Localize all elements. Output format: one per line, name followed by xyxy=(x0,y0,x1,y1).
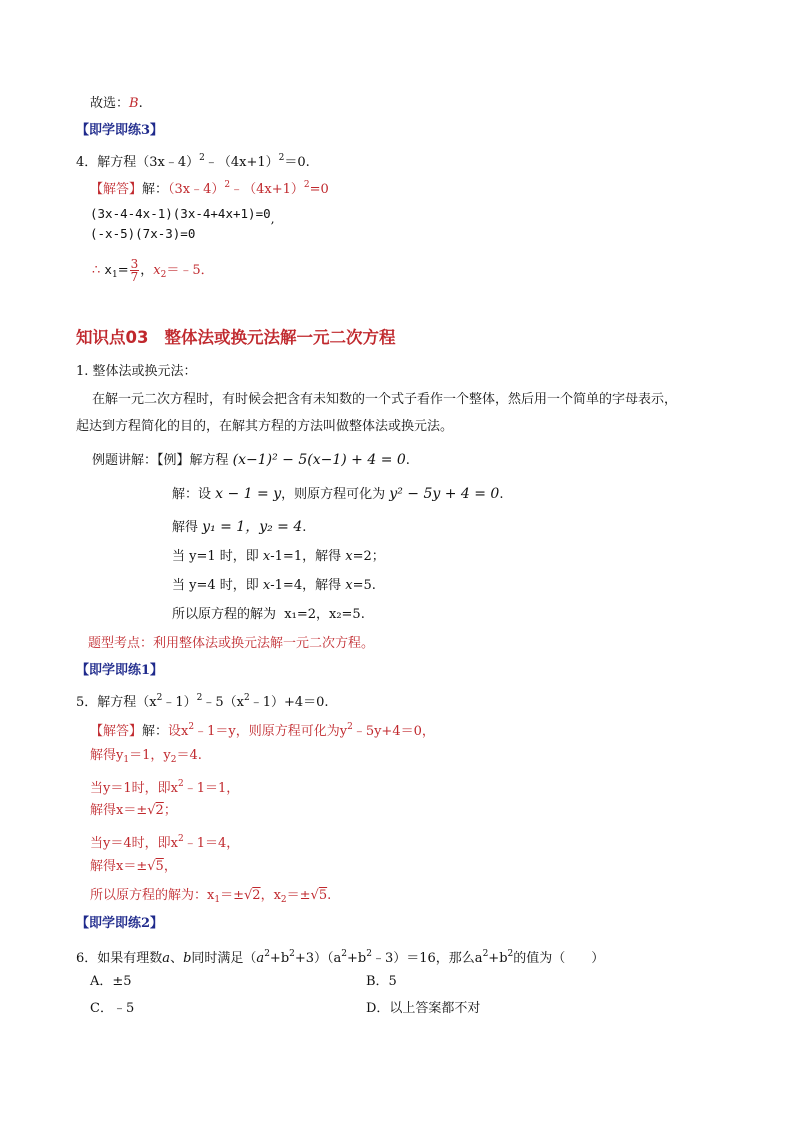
step-text: 解得y xyxy=(90,748,124,763)
factored-equation: (3x-4-4x-1)(3x-4+4x+1)=0 xyxy=(90,206,271,221)
exponent: 2 xyxy=(177,834,184,844)
question-text: 解方程（x xyxy=(97,695,157,710)
period: . xyxy=(405,453,410,468)
question-math: +b xyxy=(488,951,508,966)
question-math: +b xyxy=(347,951,367,966)
answer-line xyxy=(90,94,143,114)
subscript: 2 xyxy=(170,755,177,765)
example-step-3 xyxy=(172,547,385,567)
question-4 xyxy=(76,148,310,173)
var-x: x xyxy=(345,578,353,593)
therefore-symbol: ∴ xyxy=(92,263,101,278)
section-number: 知识点03 xyxy=(76,328,149,347)
separator: ， xyxy=(140,263,154,278)
step-text: ﹣5y+4＝0， xyxy=(352,724,435,739)
step-text: ＝± xyxy=(220,888,244,903)
solution-5-line-7 xyxy=(90,886,331,910)
step-result: x₁=2，x₂=5. xyxy=(284,607,365,622)
question-text: 的值为（ ） xyxy=(513,951,605,966)
question-number: 6． xyxy=(76,951,98,966)
step-text: 解：设 xyxy=(172,487,212,502)
question-text: 解方程（3x﹣4） xyxy=(97,155,200,170)
paragraph-line-2: 起达到方程简化的目的，在解其方程的方法叫做整体法或换元法。 xyxy=(76,419,454,434)
radicand: 5 xyxy=(318,888,328,903)
answer-choice: B xyxy=(129,96,139,111)
value: ＝﹣5． xyxy=(166,263,214,278)
period: . xyxy=(327,888,332,903)
step-text: ，则原方程可化为 xyxy=(281,487,386,502)
practice-heading-3: 【即学即练3】 xyxy=(76,123,164,138)
solution-4-result xyxy=(92,257,214,288)
example-step-1 xyxy=(172,484,503,505)
exponent: 2 xyxy=(278,153,285,163)
solution-5-line-4 xyxy=(90,801,177,821)
var-x: x xyxy=(104,262,112,277)
period: . xyxy=(499,487,504,502)
question-5 xyxy=(76,688,329,713)
example-step-5 xyxy=(172,605,365,625)
option-a[interactable]: A．±5 xyxy=(90,974,132,989)
subscript: 1 xyxy=(111,270,118,280)
step-text: 解得 xyxy=(172,520,199,535)
exponent: 2 xyxy=(482,949,489,959)
period: . xyxy=(138,96,143,111)
step-text: ﹣1＝4， xyxy=(183,836,240,851)
exponent: 2 xyxy=(507,949,514,959)
step-text: 所以原方程的解为：x xyxy=(90,888,215,903)
solution-4-line-1 xyxy=(90,175,329,200)
exponent: 2 xyxy=(289,949,295,959)
question-6 xyxy=(76,944,604,969)
step-math: y₁ = 1，y₂ = 4 xyxy=(202,519,303,535)
solution-expr xyxy=(168,182,329,197)
question-text: ﹣1） xyxy=(162,695,197,710)
separator: 、 xyxy=(170,951,184,966)
step-text: 当y＝1时，即x xyxy=(90,781,178,796)
step-text: 设x xyxy=(168,724,189,739)
solution-5-line-6 xyxy=(90,857,177,877)
exponent: 2 xyxy=(177,779,184,789)
subsection-title: 1. 整体法或换元法： xyxy=(76,364,197,379)
step-text: ； xyxy=(163,803,177,818)
question-text: 如果有理数 xyxy=(97,951,163,966)
solution-4-line-3: (-x-5)(7x-3)=0 xyxy=(90,226,196,241)
question-number: 5． xyxy=(76,695,98,710)
paragraph-line-1: 在解一元二次方程时，有时候会把含有未知数的一个式子看作一个整体，然后用一个简单的字母表示， xyxy=(92,392,678,407)
subscript: 1 xyxy=(123,755,130,765)
exponent: 2 xyxy=(243,693,250,703)
fraction-numerator: 3 xyxy=(130,257,139,271)
step-text: =5. xyxy=(352,578,376,593)
radicand: 5 xyxy=(155,859,164,874)
solution-label: 【解答】 xyxy=(90,724,143,739)
expr-part: ﹣（4x+1） xyxy=(230,182,304,197)
exponent: 2 xyxy=(196,693,203,703)
var-a: a xyxy=(162,951,171,966)
step-text: 当 y=1 时，即 xyxy=(172,549,259,564)
exponent: 2 xyxy=(303,180,310,190)
solution-jie: 解： xyxy=(142,182,169,197)
step-text: ＝1，y xyxy=(129,748,171,763)
question-text: ﹣5（x xyxy=(202,695,244,710)
practice-heading-1: 【即学即练1】 xyxy=(76,663,164,678)
subscript: 2 xyxy=(280,895,287,905)
example-label: 例题讲解：【例】解方程 xyxy=(92,453,229,468)
period: . xyxy=(302,520,307,535)
question-text: ﹣3）＝16，那么a xyxy=(371,951,483,966)
option-c[interactable]: C．﹣5 xyxy=(90,1001,135,1016)
step-text: ＝± xyxy=(286,888,311,903)
expr-part: =0 xyxy=(309,182,329,197)
section-heading xyxy=(76,326,395,350)
sqrt-symbol: √ xyxy=(243,888,253,903)
question-text: ﹣1）+4＝0. xyxy=(249,695,329,710)
var-x: x xyxy=(153,263,161,278)
sqrt-symbol: √ xyxy=(147,803,156,818)
step-text: 解得x＝± xyxy=(90,803,148,818)
step-text: 当 y=4 时，即 xyxy=(172,578,259,593)
exponent: 2 xyxy=(188,722,195,732)
question-text: 同时满足（ xyxy=(191,951,257,966)
equals: = xyxy=(117,263,129,278)
exponent: 2 xyxy=(156,693,163,703)
sqrt-symbol: √ xyxy=(147,859,156,874)
step-text: 当y＝4时，即x xyxy=(90,836,178,851)
exponent: 2 xyxy=(264,949,270,959)
practice-heading-2: 【即学即练2】 xyxy=(76,916,164,931)
exponent: 2 xyxy=(224,180,231,190)
var-x: x xyxy=(262,578,271,593)
example-equation: (x−1)² − 5(x−1) + 4 = 0 xyxy=(232,452,406,468)
solution-5-line-3 xyxy=(90,774,239,799)
exponent: 2 xyxy=(199,153,205,163)
step-math: y² − 5y + 4 = 0 xyxy=(389,486,500,502)
var-b: b xyxy=(183,951,192,966)
sqrt-symbol: √ xyxy=(310,888,319,903)
answer-prefix: 故选： xyxy=(90,96,130,111)
radicand: 2 xyxy=(252,888,261,903)
solution-label: 【解答】 xyxy=(90,182,143,197)
example-step-2 xyxy=(172,517,306,538)
expr-part: （3x﹣4） xyxy=(168,182,225,197)
solution-jie: 解： xyxy=(142,724,169,739)
subscript: 2 xyxy=(160,270,167,280)
solution-5-line-2 xyxy=(90,746,202,770)
question-math: +3）（a xyxy=(294,951,342,966)
question-math: a xyxy=(256,951,265,966)
comma: , xyxy=(270,211,275,226)
question-text-mid: ﹣（4x+1） xyxy=(204,155,279,170)
option-d[interactable]: D．以上答案都不对 xyxy=(366,1001,481,1016)
topic-point: 题型考点：利用整体法或换元法解一元二次方程。 xyxy=(88,636,375,651)
question-text-tail: ＝0. xyxy=(284,155,310,170)
step-text: 所以原方程的解为 xyxy=(172,607,277,622)
var-x: x xyxy=(345,549,353,564)
fraction-denominator: 7 xyxy=(130,270,139,284)
section-title: 整体法或换元法解一元二次方程 xyxy=(164,328,396,347)
step-text: =2； xyxy=(352,549,385,564)
example-line xyxy=(92,450,410,471)
step-text: 解得x＝± xyxy=(90,859,148,874)
step-text: -1=1，解得 xyxy=(270,549,342,564)
exponent: 2 xyxy=(341,949,348,959)
exponent: 2 xyxy=(366,949,372,959)
step-text: ﹣1＝y，则原方程可化为y xyxy=(194,724,348,739)
option-b[interactable]: B．5 xyxy=(366,974,397,989)
solution-5-line-1 xyxy=(90,717,435,742)
question-number: 4． xyxy=(76,155,98,170)
step-text: ， xyxy=(163,859,177,874)
fraction xyxy=(130,258,140,283)
subscript: 1 xyxy=(214,895,221,905)
exponent: 2 xyxy=(347,722,353,732)
step-text: -1=4，解得 xyxy=(270,578,342,593)
step-text: ＝4. xyxy=(176,748,202,763)
step-text: ﹣1＝1， xyxy=(183,781,240,796)
example-step-4 xyxy=(172,576,376,596)
step-text: ，x xyxy=(260,888,281,903)
question-math: +b xyxy=(269,951,290,966)
solution-5-line-5 xyxy=(90,829,239,854)
var-x: x xyxy=(262,549,271,564)
radicand: 2 xyxy=(155,803,164,818)
step-math: x − 1 = y xyxy=(215,486,282,502)
